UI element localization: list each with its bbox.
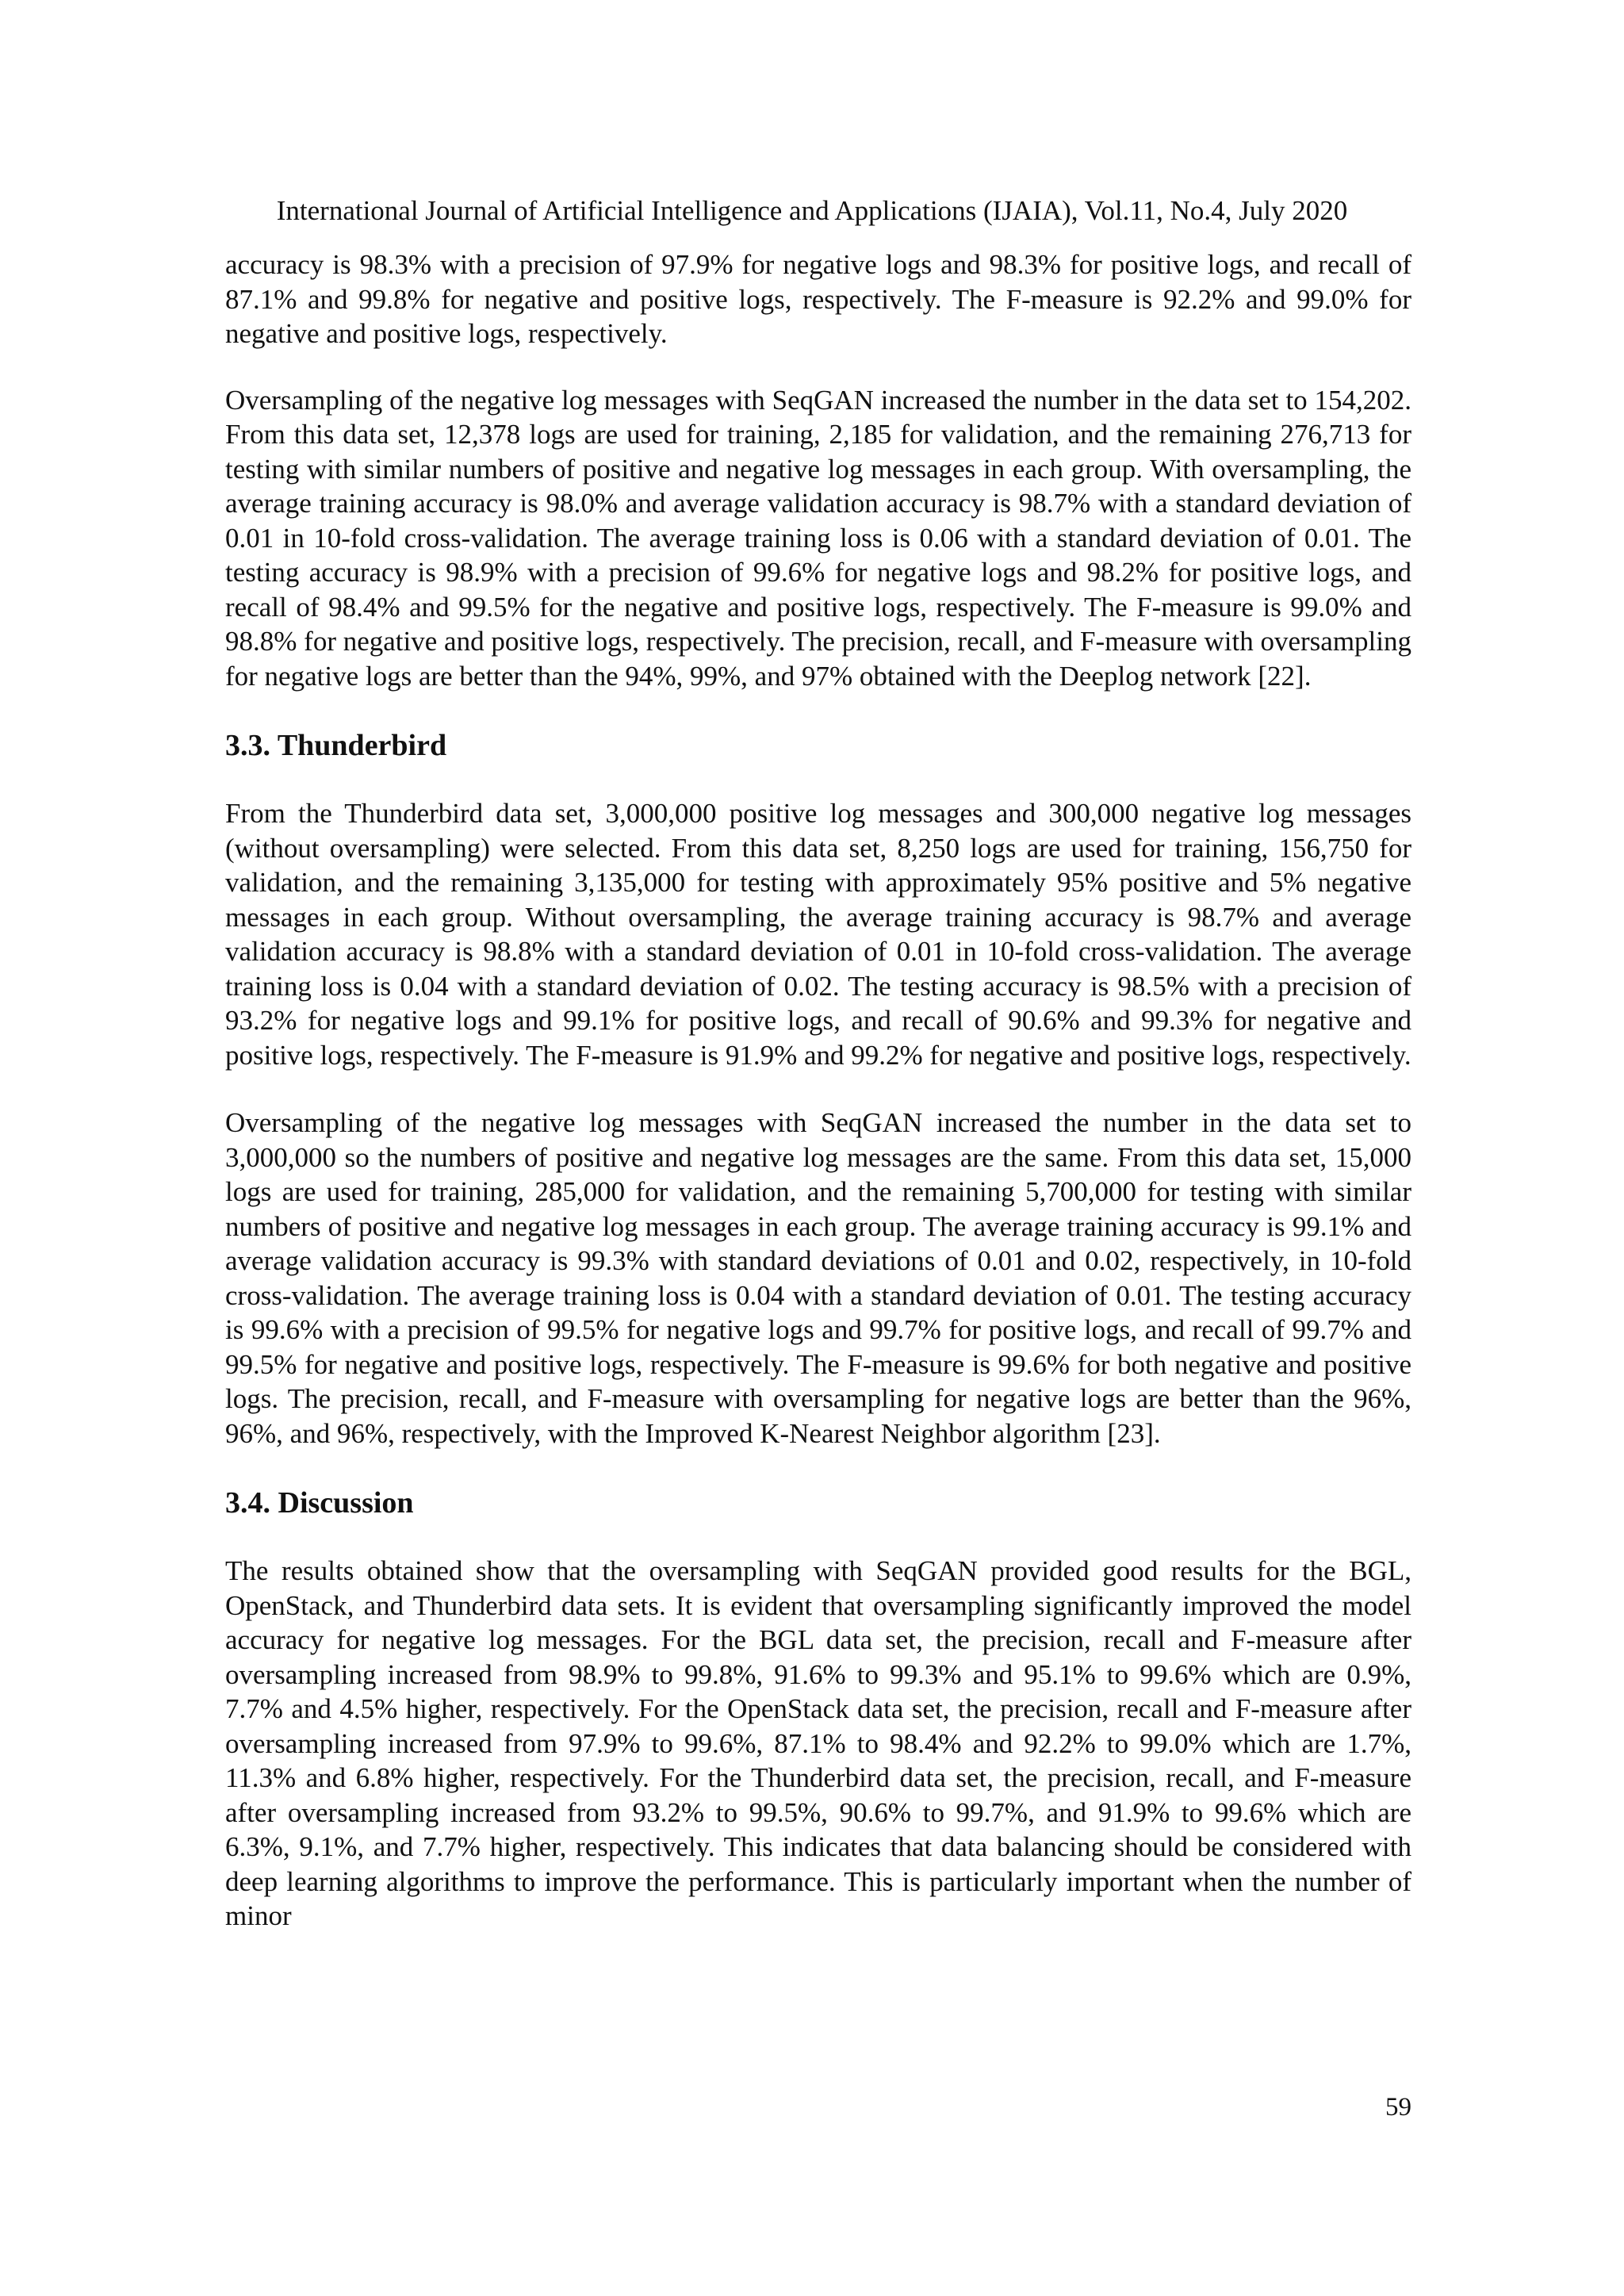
- running-header: International Journal of Artificial Intelligence and Applications (IJAIA), Vol.11, No.4, July 2020: [276, 195, 1348, 226]
- paragraph-thunderbird-no-oversampling: From the Thunderbird data set, 3,000,000 positive log messages and 300,000 negative log messages (without oversampling) were selected. From this data set, 8,250 logs are used for training, 156,750 for validation, and the remaining 3,135,000 for testing with approximately 95% positive and 5% negative messages in each group. Without oversampling, the average training accuracy is 98.7% and average validation accuracy is 98.8% with a standard deviation of 0.01 in 10-fold cross-validation. The average training loss is 0.04 with a standard deviation of 0.02. The testing accuracy is 98.5% with a precision of 93.2% for negative logs and 99.1% for positive logs, and recall of 90.6% and 99.3% for negative and positive logs, respectively. The F-measure is 91.9% and 99.2% for negative and positive logs, respectively.: [225, 798, 1411, 1071]
- paragraph-thunderbird-oversampling: Oversampling of the negative log messages with SeqGAN increased the number in the data set to 3,000,000 so the numbers of positive and negative log messages are the same. From this data set, 15,000 logs are used for training, 285,000 for validation, and the remaining 5,700,000 for testing with similar numbers of positive and negative log messages in each group. The average training accuracy is 99.1% and average validation accuracy is 99.3% with standard deviations of 0.01 and 0.02, respectively, in 10-fold cross-validation. The average training loss is 0.04 with a standard deviation of 0.01. The testing accuracy is 99.6% with a precision of 99.5% for negative logs and 99.7% for positive logs, and recall of 99.7% and 99.5% for negative and positive logs, respectively. The F-measure is 99.6% for both negative and positive logs. The precision, recall, and F-measure with oversampling for negative logs are better than the 96%, 96%, and 96%, respectively, with the Improved K-Nearest Neighbor algorithm [23].: [225, 1107, 1411, 1449]
- paragraph-discussion: The results obtained show that the oversampling with SeqGAN provided good results for the BGL, OpenStack, and Thunderbird data sets. It is evident that oversampling significantly improved the model accuracy for negative log messages. For the BGL data set, the precision, recall and F-measure after oversampling increased from 98.9% to 99.8%, 91.6% to 99.3% and 95.1% to 99.6% which are 0.9%, 7.7% and 4.5% higher, respectively. For the OpenStack data set, the precision, recall and F-measure after oversampling increased from 97.9% to 99.6%, 87.1% to 98.4% and 92.2% to 99.0% which are 1.7%, 11.3% and 6.8% higher, respectively. For the Thunderbird data set, the precision, recall, and F-measure after oversampling increased from 93.2% to 99.5%, 90.6% to 99.7%, and 91.9% to 99.6% which are 6.3%, 9.1%, and 7.7% higher, respectively. This indicates that data balancing should be considered with deep learning algorithms to improve the performance. This is particularly important when the number of minor: [225, 1555, 1411, 1931]
- section-heading-thunderbird: 3.3. Thunderbird: [225, 729, 447, 762]
- paragraph-results-openstack-oversampling: Oversampling of the negative log messages with SeqGAN increased the number in the data set to 154,202. From this data set, 12,378 logs are used for training, 2,185 for validation, and the remaining 276,713 for testing with similar numbers of positive and negative log messages in each group. With oversampling, the average training accuracy is 98.0% and average validation accuracy is 98.7% with a standard deviation of 0.01 in 10-fold cross-validation. The average training loss is 0.06 with a standard deviation of 0.01. The testing accuracy is 98.9% with a precision of 99.6% for negative logs and 98.2% for positive logs, and recall of 98.4% and 99.5% for the negative and positive logs, respectively. The F-measure is 99.0% and 98.8% for negative and positive logs, respectively. The precision, recall, and F-measure with oversampling for negative logs are better than the 94%, 99%, and 97% obtained with the Deeplog network [22].: [225, 384, 1411, 692]
- section-heading-discussion: 3.4. Discussion: [225, 1486, 414, 1520]
- paragraph-results-openstack-no-oversampling: accuracy is 98.3% with a precision of 97.9% for negative logs and 98.3% for positive logs, and recall of 87.1% and 99.8% for negative and positive logs, respectively. The F-measure is 92.2% and 99.0% for negative and positive logs, respectively.: [225, 249, 1411, 349]
- body-text: [225, 247, 1411, 1967]
- page-number: 59: [1385, 2093, 1411, 2122]
